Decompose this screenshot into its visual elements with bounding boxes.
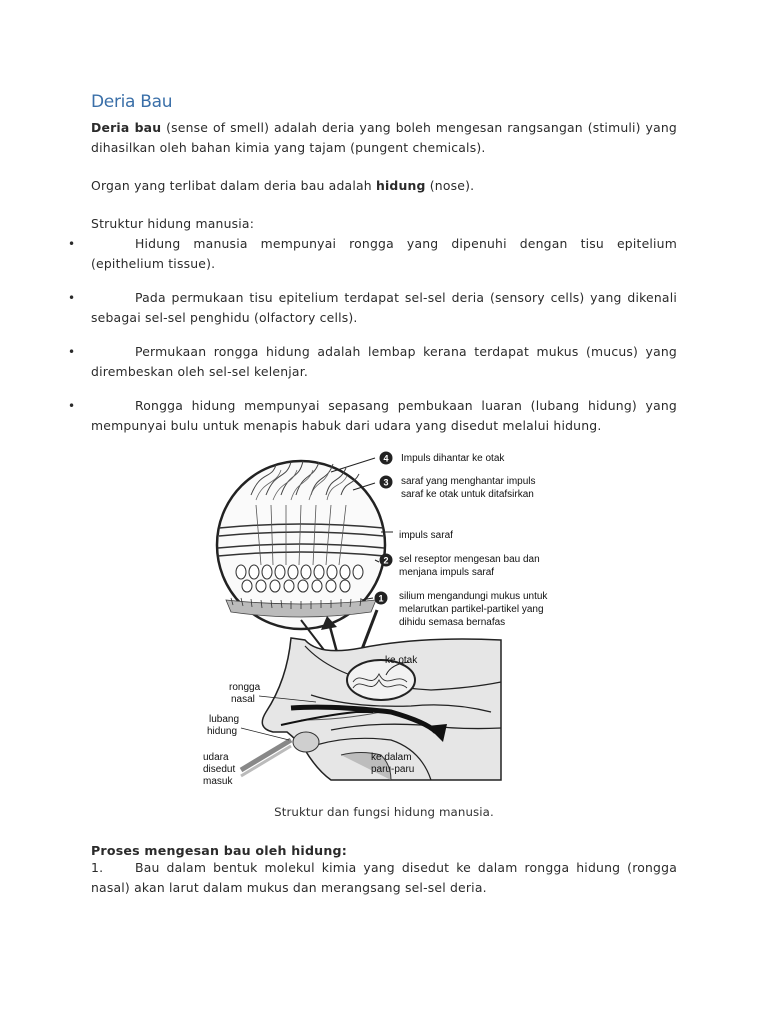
page-title: Deria Bau — [91, 92, 173, 112]
magnified-epithelium — [217, 461, 385, 629]
svg-text:silium mengandungi mukus untuk: silium mengandungi mukus untuk — [399, 591, 548, 602]
intro-term: Deria bau — [91, 120, 162, 135]
bullet-icon: • — [68, 291, 76, 305]
svg-text:disedut: disedut — [203, 764, 236, 775]
nose-diagram-svg — [91, 450, 677, 795]
step-number: 1. — [91, 860, 104, 875]
svg-text:ke dalam: ke dalam — [371, 752, 412, 763]
svg-text:paru-paru: paru-paru — [371, 764, 415, 775]
intro-paragraph: Deria bau (sense of smell) adalah deria yang boleh mengesan rangsangan (stimuli) yang dihasilkan oleh bahan kimia yang tajam (pungent chemicals). — [91, 120, 677, 155]
nose-diagram — [91, 450, 677, 819]
svg-text:impuls saraf: impuls saraf — [399, 530, 453, 541]
process-step-1: 1. Bau dalam bentuk molekul kimia yang disedut ke dalam rongga hidung (rongga nasal) akan larut dalam mukus dan merangsang sel-sel deria. — [91, 860, 677, 895]
list-item: • Pada permukaan tisu epitelium terdapat sel-sel deria (sensory cells) yang dikenali sebagai sel-sel penghidu (olfactory cells). — [68, 290, 677, 325]
svg-text:Impuls dihantar ke otak: Impuls dihantar ke otak — [401, 453, 505, 464]
process-heading: Proses mengesan bau oleh hidung: — [91, 843, 347, 858]
svg-text:ke otak: ke otak — [385, 655, 418, 666]
svg-text:1: 1 — [378, 593, 384, 604]
list-item: • Permukaan rongga hidung adalah lembap kerana terdapat mukus (mucus) yang dirembeskan oleh sel-sel kelenjar. — [68, 344, 677, 379]
marker-1 — [375, 591, 549, 628]
bullet-icon: • — [68, 399, 76, 413]
svg-text:2: 2 — [383, 555, 389, 566]
list-item: • Rongga hidung mempunyai sepasang pembukaan luaran (lubang hidung) yang mempunyai bulu untuk menapis habuk dari udara yang disedut melalui hidung. — [68, 398, 677, 433]
svg-text:melarutkan partikel-partikel y: melarutkan partikel-partikel yang — [399, 604, 544, 615]
figure-caption: Struktur dan fungsi hidung manusia. — [274, 805, 494, 819]
svg-text:rongga: rongga — [229, 682, 261, 693]
article — [68, 92, 677, 898]
marker-4 — [380, 452, 506, 465]
svg-text:3: 3 — [383, 477, 389, 488]
list-item: • Hidung manusia mempunyai rongga yang dipenuhi dengan tisu epitelium (epithelium tissue). — [68, 236, 677, 271]
structure-list — [68, 234, 677, 436]
svg-text:dihidu semasa bernafas: dihidu semasa bernafas — [399, 617, 506, 628]
organ-term: hidung — [375, 178, 426, 193]
svg-text:udara: udara — [203, 752, 229, 763]
svg-text:saraf yang menghantar impuls: saraf yang menghantar impuls — [401, 476, 536, 487]
svg-text:masuk: masuk — [203, 776, 233, 787]
marker-3 — [380, 476, 536, 501]
bullet-icon: • — [68, 237, 76, 251]
organ-paragraph: Organ yang terlibat dalam deria bau adalah hidung (nose). — [91, 178, 475, 193]
bullet-icon: • — [68, 345, 76, 359]
svg-text:4: 4 — [383, 453, 389, 464]
svg-text:nasal: nasal — [231, 694, 255, 705]
svg-text:menjana impuls saraf: menjana impuls saraf — [399, 567, 495, 578]
svg-text:sel reseptor mengesan bau dan: sel reseptor mengesan bau dan — [399, 554, 540, 565]
svg-text:saraf ke otak untuk ditafsirka: saraf ke otak untuk ditafsirkan — [401, 489, 534, 500]
marker-2 — [380, 554, 540, 579]
svg-text:lubang: lubang — [209, 714, 240, 725]
structure-heading: Struktur hidung manusia: — [91, 216, 255, 231]
svg-text:hidung: hidung — [207, 726, 238, 737]
